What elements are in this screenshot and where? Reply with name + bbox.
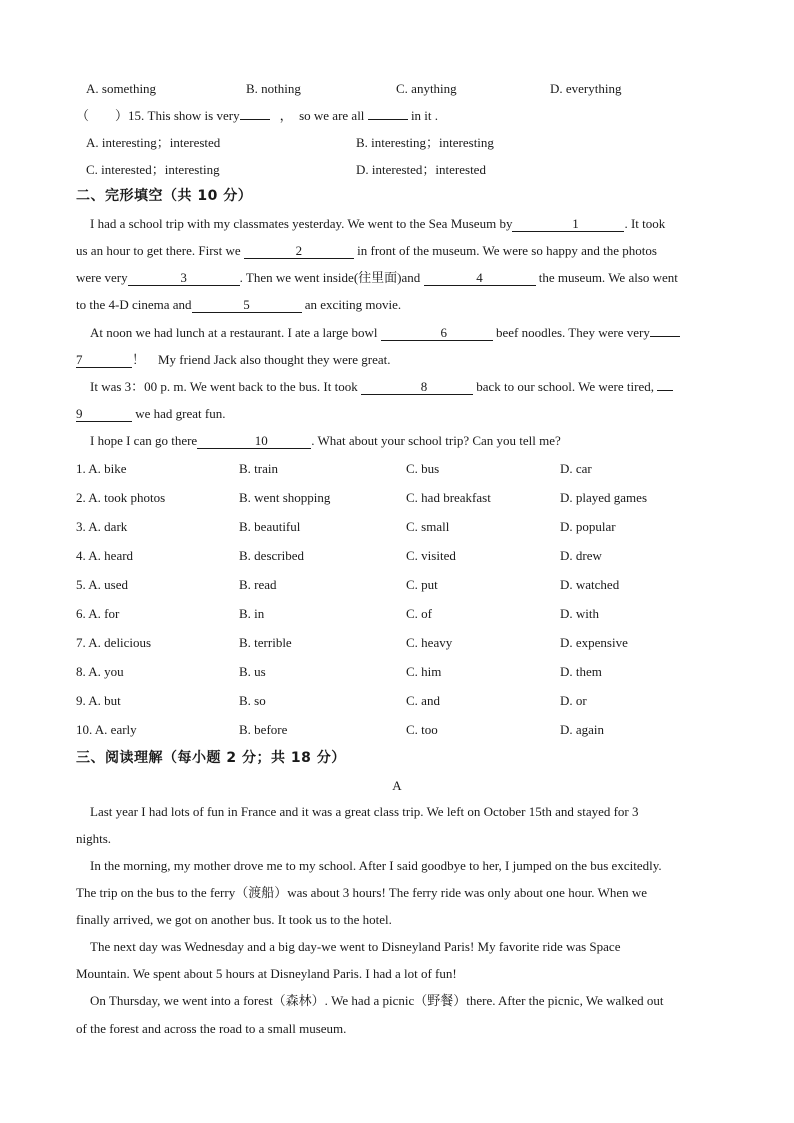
option-b[interactable]: B. went shopping bbox=[239, 490, 331, 505]
reading-line-3: In the morning, my mother drove me to my school. After I said goodbye to her, I jumped on the bus excitedly. bbox=[90, 858, 662, 873]
q15-stem-end: in it . bbox=[410, 108, 439, 123]
cloze-text: to the 4-D cinema and bbox=[76, 297, 192, 312]
option-c[interactable]: C. of bbox=[406, 606, 432, 621]
option-d[interactable]: D. played games bbox=[560, 490, 648, 505]
cloze-blank-4[interactable]: 4 bbox=[424, 271, 536, 286]
q15-option-c[interactable]: C. interested；interesting bbox=[86, 162, 220, 177]
cloze-text: us an hour to get there. First we bbox=[76, 243, 241, 258]
cloze-text: an exciting movie. bbox=[304, 297, 402, 312]
cloze-blank-5[interactable]: 5 bbox=[192, 298, 302, 313]
cloze-blank-10[interactable]: 10 bbox=[197, 434, 311, 449]
cloze-options-3 bbox=[76, 518, 726, 536]
option-b[interactable]: B. terrible bbox=[239, 635, 292, 650]
option-b[interactable]: B. before bbox=[239, 722, 288, 737]
cloze-options-6 bbox=[76, 605, 726, 623]
reading-line-5: finally arrived, we got on another bus. It took us to the hotel. bbox=[76, 912, 392, 927]
q14-option-c[interactable]: C. anything bbox=[396, 81, 457, 96]
q15-stem-mid: ， so we are all bbox=[279, 108, 365, 123]
reading-line-8: On Thursday, we went into a forest（森林）. We had a picnic（野餐）there. After the picnic, We walked out bbox=[90, 993, 664, 1008]
option-d[interactable]: D. them bbox=[560, 664, 602, 679]
cloze-line-9 bbox=[76, 432, 718, 450]
cloze-text: we had great fun. bbox=[135, 406, 226, 421]
option-c[interactable]: C. and bbox=[406, 693, 440, 708]
cloze-line-1 bbox=[76, 215, 718, 233]
cloze-line-4 bbox=[76, 296, 718, 314]
q15-blank-2[interactable] bbox=[368, 119, 408, 120]
option-a[interactable]: 1. A. bike bbox=[76, 461, 127, 476]
cloze-line-6 bbox=[76, 351, 718, 369]
cloze-blank-3[interactable]: 3 bbox=[128, 271, 240, 286]
cloze-blank-9-start[interactable] bbox=[657, 390, 673, 391]
option-d[interactable]: D. expensive bbox=[560, 635, 628, 650]
option-a[interactable]: 2. A. took photos bbox=[76, 490, 166, 505]
option-c[interactable]: C. too bbox=[406, 722, 438, 737]
reading-line-9: of the forest and across the road to a small museum. bbox=[76, 1021, 347, 1036]
q14-options bbox=[76, 80, 726, 98]
cloze-blank-7-start[interactable] bbox=[650, 336, 680, 337]
cloze-options-4 bbox=[76, 547, 726, 565]
cloze-text: . What about your school trip? Can you tell me? bbox=[311, 433, 561, 448]
cloze-blank-6[interactable]: 6 bbox=[381, 326, 493, 341]
q15-option-a[interactable]: A. interesting；interested bbox=[86, 135, 221, 150]
cloze-text: the museum. We also went bbox=[538, 270, 678, 285]
option-a[interactable]: 4. A. heard bbox=[76, 548, 134, 563]
option-b[interactable]: B. described bbox=[239, 548, 304, 563]
cloze-line-5 bbox=[76, 324, 718, 342]
reading-line-6: The next day was Wednesday and a big day-we went to Disneyland Paris! My favorite ride was Space bbox=[90, 939, 621, 954]
q15-stem bbox=[76, 107, 718, 125]
q15-stem-start: （ ）15. This show is very bbox=[76, 108, 240, 123]
cloze-options-10 bbox=[76, 721, 726, 739]
section-2-heading: 二、完形填空（共 10 分） bbox=[76, 188, 253, 204]
passage-label: A bbox=[392, 778, 402, 793]
cloze-text: back to our school. We were tired, bbox=[476, 379, 654, 394]
cloze-line-2 bbox=[76, 242, 718, 260]
cloze-text: . Then we went inside(往里面)and bbox=[239, 270, 421, 285]
cloze-text: I hope I can go there bbox=[90, 433, 198, 448]
option-a[interactable]: 8. A. you bbox=[76, 664, 124, 679]
q14-option-a[interactable]: A. something bbox=[86, 81, 157, 96]
option-a[interactable]: 5. A. used bbox=[76, 577, 128, 592]
cloze-blank-9[interactable]: 9 bbox=[76, 407, 132, 422]
option-d[interactable]: D. or bbox=[560, 693, 587, 708]
cloze-line-7 bbox=[76, 378, 718, 396]
option-b[interactable]: B. train bbox=[239, 461, 278, 476]
q15-options-row1 bbox=[76, 134, 726, 152]
option-d[interactable]: D. drew bbox=[560, 548, 602, 563]
option-b[interactable]: B. beautiful bbox=[239, 519, 301, 534]
cloze-text: At noon we had lunch at a restaurant. I ate a large bowl bbox=[90, 325, 378, 340]
q14-option-b[interactable]: B. nothing bbox=[246, 81, 301, 96]
q15-options-row2 bbox=[76, 161, 726, 179]
q14-option-d[interactable]: D. everything bbox=[550, 81, 622, 96]
option-a[interactable]: 7. A. delicious bbox=[76, 635, 152, 650]
option-a[interactable]: 10. A. early bbox=[76, 722, 137, 737]
option-a[interactable]: 9. A. but bbox=[76, 693, 121, 708]
cloze-options-5 bbox=[76, 576, 726, 594]
cloze-text: I had a school trip with my classmates yesterday. We went to the Sea Museum by bbox=[90, 216, 513, 231]
reading-line-4: The trip on the bus to the ferry（渡船）was about 3 hours! The ferry ride was only about one hour. When we bbox=[76, 885, 648, 900]
option-d[interactable]: D. car bbox=[560, 461, 592, 476]
reading-line-7: Mountain. We spent about 5 hours at Disneyland Paris. I had a lot of fun! bbox=[76, 966, 457, 981]
reading-line-2: nights. bbox=[76, 831, 112, 846]
q15-blank-1[interactable] bbox=[240, 119, 270, 120]
cloze-blank-1[interactable]: 1 bbox=[512, 217, 624, 232]
cloze-options-2 bbox=[76, 489, 726, 507]
cloze-options-7 bbox=[76, 634, 726, 652]
option-c[interactable]: C. small bbox=[406, 519, 450, 534]
option-c[interactable]: C. had breakfast bbox=[406, 490, 491, 505]
cloze-text: . It took bbox=[624, 216, 666, 231]
option-d[interactable]: D. with bbox=[560, 606, 599, 621]
cloze-blank-8[interactable]: 8 bbox=[361, 380, 473, 395]
option-c[interactable]: C. him bbox=[406, 664, 442, 679]
option-d[interactable]: D. popular bbox=[560, 519, 616, 534]
cloze-text: beef noodles. They were very bbox=[495, 325, 650, 340]
section-3-heading: 三、阅读理解（每小题 2 分；共 18 分） bbox=[76, 750, 346, 766]
cloze-text: ！ My friend Jack also thought they were great. bbox=[132, 352, 391, 367]
option-d[interactable]: D. watched bbox=[560, 577, 620, 592]
cloze-text: were very bbox=[76, 270, 128, 285]
cloze-options-9 bbox=[76, 692, 726, 710]
option-b[interactable]: B. read bbox=[239, 577, 277, 592]
option-d[interactable]: D. again bbox=[560, 722, 605, 737]
cloze-blank-7[interactable]: 7 bbox=[76, 353, 132, 368]
cloze-text: It was 3：00 p. m. We went back to the bus. It took bbox=[90, 379, 358, 394]
cloze-blank-2[interactable]: 2 bbox=[244, 244, 354, 259]
option-b[interactable]: B. us bbox=[239, 664, 266, 679]
option-c[interactable]: C. heavy bbox=[406, 635, 453, 650]
option-c[interactable]: C. visited bbox=[406, 548, 456, 563]
cloze-options-1 bbox=[76, 460, 726, 478]
q15-option-d[interactable]: D. interested；interested bbox=[356, 162, 486, 177]
cloze-line-8 bbox=[76, 405, 718, 423]
reading-line-1: Last year I had lots of fun in France and it was a great class trip. We left on October 15th and stayed for 3 bbox=[90, 804, 639, 819]
option-c[interactable]: C. bus bbox=[406, 461, 440, 476]
cloze-line-3 bbox=[76, 269, 718, 287]
option-b[interactable]: B. in bbox=[239, 606, 265, 621]
option-a[interactable]: 3. A. dark bbox=[76, 519, 128, 534]
option-b[interactable]: B. so bbox=[239, 693, 266, 708]
option-c[interactable]: C. put bbox=[406, 577, 438, 592]
cloze-options-8 bbox=[76, 663, 726, 681]
option-a[interactable]: 6. A. for bbox=[76, 606, 120, 621]
cloze-text: in front of the museum. We were so happy and the photos bbox=[357, 243, 657, 258]
q15-option-b[interactable]: B. interesting；interesting bbox=[356, 135, 494, 150]
